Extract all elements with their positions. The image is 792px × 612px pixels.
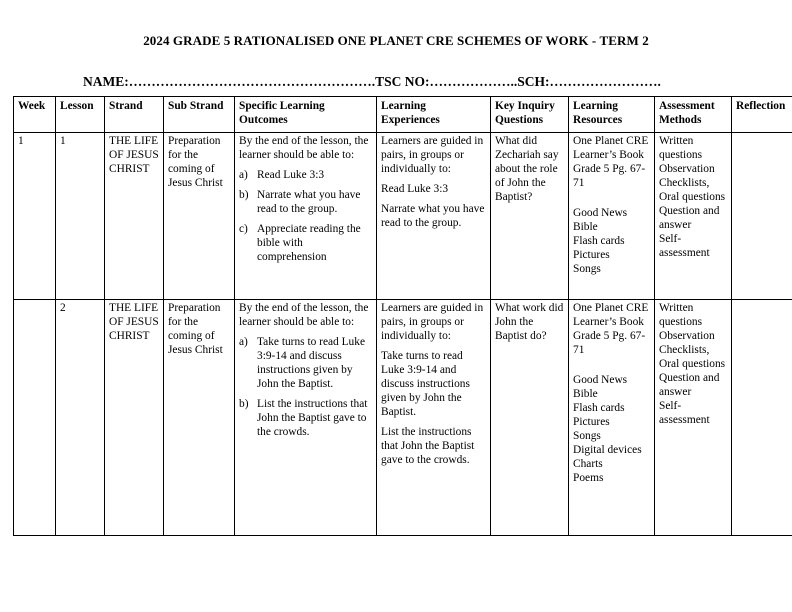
assessment-cell — [655, 133, 732, 300]
resource-item: Charts — [573, 458, 603, 470]
assessment-item: Question and answer — [659, 372, 720, 398]
experiences-cell — [377, 300, 491, 536]
assessment-item: Question and answer — [659, 205, 720, 231]
header-row — [14, 97, 792, 133]
assessment-item: Oral questions — [659, 358, 726, 370]
strand-cell: THE LIFE OF JESUS CHRIST — [105, 133, 164, 300]
table-row — [14, 300, 792, 536]
outcome-item — [239, 335, 372, 391]
reflection-cell[interactable] — [732, 133, 792, 300]
resource-book: One Planet CRE Learner’s Book Grade 5 Pg. 67-71 — [573, 302, 649, 356]
experiences-cell — [377, 133, 491, 300]
header-inquiry: Key Inquiry Questions — [491, 97, 569, 133]
experience-text: List the instructions that John the Baptist gave to the crowds. — [381, 426, 475, 466]
header-experiences: Learning Experiences — [377, 97, 491, 133]
assessment-item: Observation — [659, 330, 715, 342]
header-resources: Learning Resources — [569, 97, 655, 133]
resources-cell — [569, 300, 655, 536]
experience-text: Take turns to read Luke 3:9-14 and discuss instructions given by John the Baptist. — [381, 350, 470, 418]
outcome-letter: a) — [239, 169, 248, 181]
scheme-of-work-table — [13, 96, 792, 536]
resource-item: Good News Bible — [573, 374, 628, 400]
reflection-cell[interactable] — [732, 300, 792, 536]
resource-item: Flash cards — [573, 235, 625, 247]
assessment-item: Written questions — [659, 302, 703, 328]
outcome-item — [239, 188, 372, 216]
outcome-item — [239, 168, 372, 182]
name-tsc-school-line: NAME:……………………………………………….TSC NO:………………..SCH:……………………. — [83, 74, 661, 89]
outcome-letter: b) — [239, 398, 249, 410]
header-assessment: Assessment Methods — [655, 97, 732, 133]
inquiry-cell: What work did John the Baptist do? — [491, 300, 569, 536]
header-reflection: Reflection — [732, 97, 792, 133]
resource-book: One Planet CRE Learner’s Book Grade 5 Pg. 67-71 — [573, 135, 649, 189]
experience-text: Learners are guided in pairs, in groups or individually to: — [381, 302, 484, 342]
outcome-letter: c) — [239, 223, 248, 235]
outcome-text: Take turns to read Luke 3:9-14 and discuss instructions given by John the Baptist. — [257, 336, 366, 390]
strand-cell: THE LIFE OF JESUS CHRIST — [105, 300, 164, 536]
resource-item: Poems — [573, 472, 604, 484]
page-title: 2024 GRADE 5 RATIONALISED ONE PLANET CRE SCHEMES OF WORK - TERM 2 — [143, 33, 649, 48]
outcome-text: Narrate what you have read to the group. — [257, 189, 361, 215]
assessment-item: Written questions — [659, 135, 703, 161]
resource-item: Pictures — [573, 416, 610, 428]
outcomes-intro: By the end of the lesson, the learner should be able to: — [239, 302, 369, 328]
lesson-cell: 2 — [56, 300, 105, 536]
experience-text: Read Luke 3:3 — [381, 183, 449, 195]
outcome-item — [239, 397, 372, 439]
outcome-text: List the instructions that John the Baptist gave to the crowds. — [257, 398, 368, 438]
assessment-item: Self-assessment — [659, 400, 710, 426]
resource-item: Songs — [573, 263, 601, 275]
outcomes-intro: By the end of the lesson, the learner should be able to: — [239, 135, 369, 161]
sub-strand-cell: Preparation for the coming of Jesus Christ — [164, 133, 235, 300]
week-cell: 1 — [14, 133, 56, 300]
week-cell — [14, 300, 56, 536]
outcome-letter: b) — [239, 189, 249, 201]
outcome-text: Read Luke 3:3 — [257, 169, 325, 181]
assessment-item: Checklists, — [659, 177, 710, 189]
assessment-item: Observation — [659, 163, 715, 175]
table-row — [14, 133, 792, 300]
header-sub-strand: Sub Strand — [164, 97, 235, 133]
header-strand: Strand — [105, 97, 164, 133]
assessment-item: Oral questions — [659, 191, 726, 203]
resource-item: Digital devices — [573, 444, 642, 456]
header-lesson: Lesson — [56, 97, 105, 133]
outcomes-cell — [235, 133, 377, 300]
experience-text: Narrate what you have read to the group. — [381, 203, 485, 229]
inquiry-cell: What did Zechariah say about the role of John the Baptist? — [491, 133, 569, 300]
resource-item: Songs — [573, 430, 601, 442]
assessment-item: Self-assessment — [659, 233, 710, 259]
outcome-item — [239, 222, 372, 264]
resources-cell — [569, 133, 655, 300]
assessment-item: Checklists, — [659, 344, 710, 356]
outcome-letter: a) — [239, 336, 248, 348]
header-week: Week — [14, 97, 56, 133]
outcome-text: Appreciate reading the bible with comprehension — [257, 223, 361, 263]
experience-text: Learners are guided in pairs, in groups or individually to: — [381, 135, 484, 175]
resource-item: Pictures — [573, 249, 610, 261]
sub-strand-cell: Preparation for the coming of Jesus Christ — [164, 300, 235, 536]
resource-item: Flash cards — [573, 402, 625, 414]
outcomes-cell — [235, 300, 377, 536]
assessment-cell — [655, 300, 732, 536]
resource-item: Good News Bible — [573, 207, 628, 233]
header-outcomes: Specific Learning Outcomes — [235, 97, 377, 133]
lesson-cell: 1 — [56, 133, 105, 300]
